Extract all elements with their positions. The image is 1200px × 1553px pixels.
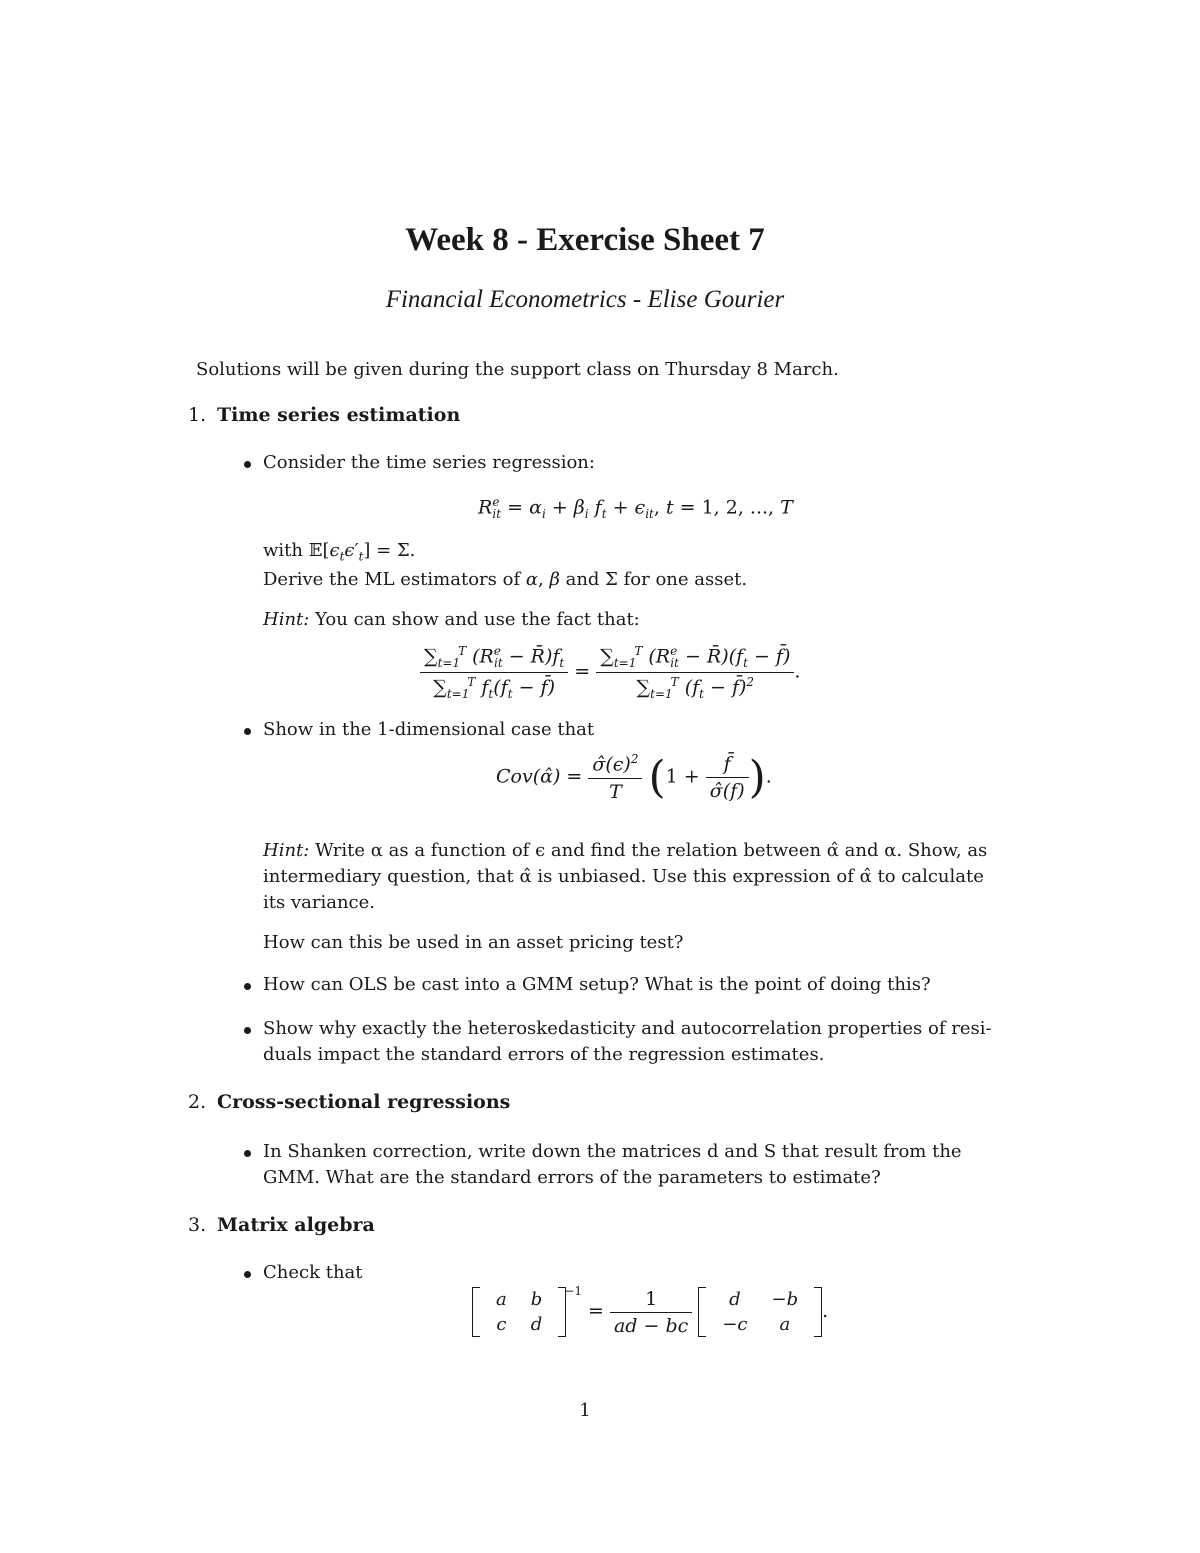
section-2-number: 2. (188, 1091, 207, 1113)
bullet-marker (244, 1027, 251, 1034)
asset-pricing-question: How can this be used in an asset pricing test? (263, 932, 684, 953)
intro-text: Solutions will be given during the support class on Thursday 8 March. (196, 359, 839, 380)
bullet-marker (244, 1271, 251, 1278)
section-1-bullet-3: How can OLS be cast into a GMM setup? What is the point of doing this? (263, 974, 931, 995)
section-2-bullet-1: In Shanken correction, write down the matrices d and S that result from the GMM. What are the standard errors of the parameters to estimate? (263, 1141, 962, 1188)
section-2-title: Cross-sectional regressions (217, 1091, 511, 1113)
section-1-title: Time series estimation (217, 404, 461, 426)
hint-2: Hint: Write α as a function of ϵ and find the relation between α̂ and α. Show, as intermediary question, that α̂ is unbiased. Use this expression of α̂ to calculate its variance. (263, 840, 988, 913)
section-1-bullet-1-lead: Consider the time series regression: (263, 452, 595, 473)
page-title: Week 8 - Exercise Sheet 7 (405, 222, 765, 258)
bullet-marker (244, 728, 251, 735)
covariance-alpha-equation: Cov(α̂) = $\frac{\sigmâ(\epsilon)^2}{T}$ (1 + $\frac{f̄}{\sigmâ(f)}$ ). (496, 752, 772, 803)
bullet-marker (244, 983, 251, 990)
derive-ml-estimators-text: Derive the ML estimators of α, β and Σ for one asset. (263, 569, 748, 590)
section-3-title: Matrix algebra (217, 1214, 375, 1236)
bullet-marker (244, 461, 251, 468)
hint-identity-equation: $\frac{\sum_{t=1}^T (R^e_{it} - R̄)f_t}{\sum_{t=1}^T f_t(f_t - f̄)}$ = $\frac{\sum_{t=1}^T (R^e_{it} - R̄)(f_t - f̄)}{\sum_{t=1}^T (f_t - f̄)^2}$ . (420, 644, 800, 701)
time-series-regression-equation: $R^e_{it} = \alpha_i + \beta_i$ $f_t + \epsilon_{it}$, t = 1, 2, ..., T (478, 495, 793, 522)
page-subtitle: Financial Econometrics - Elise Gourier (385, 286, 785, 313)
section-3-bullet-1-lead: Check that (263, 1262, 363, 1283)
bullet-marker (244, 1150, 251, 1157)
covariance-condition: with $𝔼[\epsilon_t\epsilon'_t] = \Sigma$. (263, 540, 416, 564)
page-number: 1 (579, 1400, 591, 1421)
section-3-number: 3. (188, 1214, 207, 1236)
section-1-number: 1. (188, 404, 207, 426)
hint-1: Hint: You can show and use the fact that: (263, 609, 640, 630)
matrix-inverse-equation: a b c d $^{-1}$ = $\frac{1}{ad - bc}$ d −b −c a . (472, 1284, 828, 1337)
section-1-bullet-4: Show why exactly the heteroskedasticity and autocorrelation properties of resi- duals impact the standard errors of the regression estimates. (263, 1018, 992, 1065)
section-1-bullet-2-lead: Show in the 1-dimensional case that (263, 719, 595, 740)
